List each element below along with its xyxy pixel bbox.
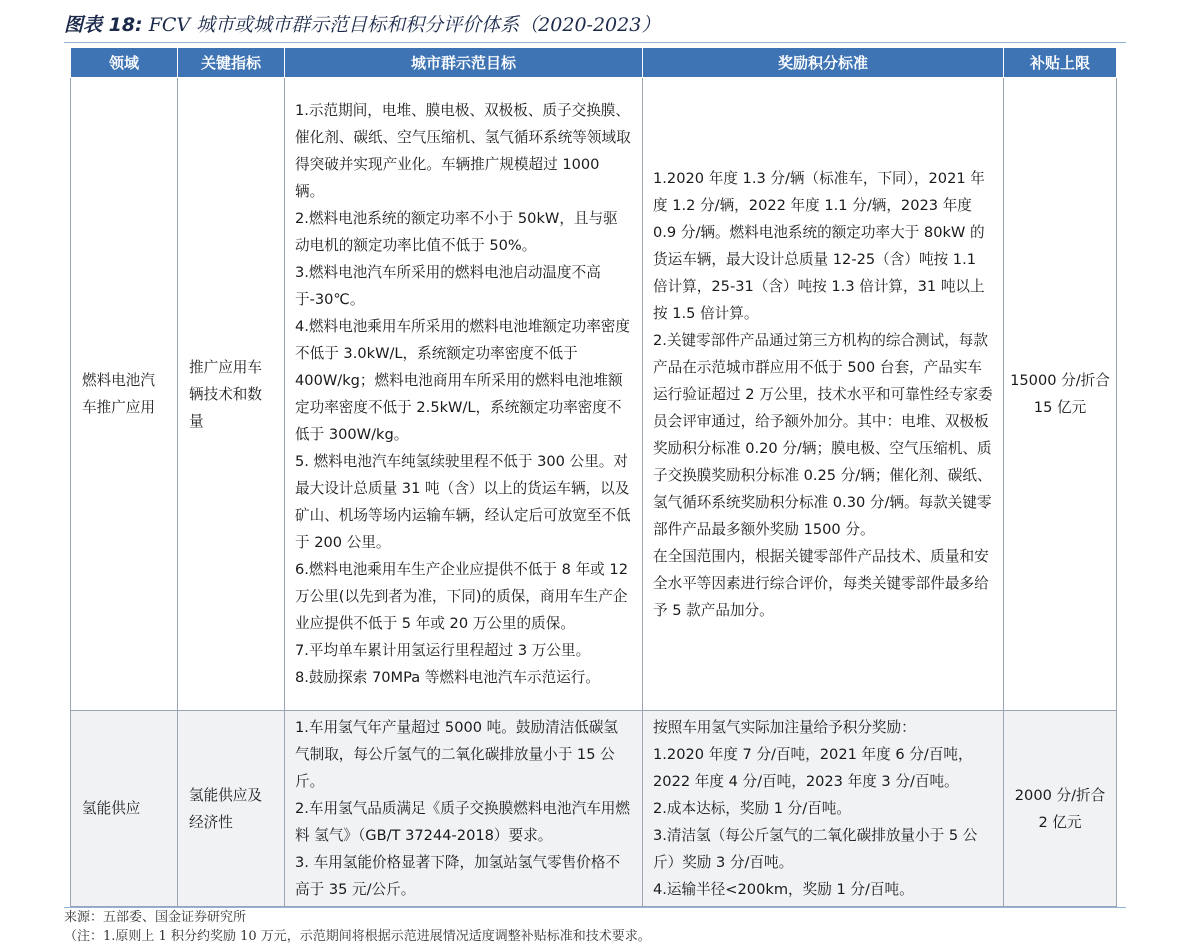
target-item: 2.车用氢气品质满足《质子交换膜燃料电池汽车用燃料 氢气》（GB/T 37244-2018）要求。 — [295, 800, 630, 844]
reward-item: 3.清洁氢（每公斤氢气的二氧化碳排放量小于 5 公斤）奖励 3 分/百吨。 — [653, 827, 978, 871]
cell-rewards — [643, 711, 1004, 907]
title-divider — [64, 42, 1126, 43]
header-cap: 补贴上限 — [1004, 48, 1117, 78]
reward-item: 2.成本达标，奖励 1 分/百吨。 — [653, 800, 851, 817]
figure-title — [64, 10, 660, 40]
cell-cap: 2000 分/折合 2 亿元 — [1004, 711, 1117, 907]
header-targets: 城市群示范目标 — [285, 48, 643, 78]
cell-targets — [285, 78, 643, 711]
header-domain: 领域 — [71, 48, 178, 78]
target-item: 3.燃料电池汽车所采用的燃料电池启动温度不高于-30℃。 — [295, 264, 601, 308]
source-note: 来源：五部委、国金证券研究所 — [64, 910, 247, 925]
cell-cap: 15000 分/折合 15 亿元 — [1004, 78, 1117, 711]
target-item: 6.燃料电池乘用车生产企业应提供不低于 8 年或 12 万公里(以先到者为准，下同)的质保，商用车生产企业应提供不低于 5 年或 20 万公里的质保。 — [295, 561, 628, 632]
reward-item: 1.2020 年度 1.3 分/辆（标准车，下同），2021 年度 1.2 分/辆，2022 年度 1.1 分/辆，2023 年度 0.9 分/辆。燃料电池系统的额定功率大于 80kW 的货运车辆，最大设计总质量 12-25（含）吨按 1.1 倍计算，25-31（含）吨按 1.3 倍计算，31 吨以上按 1.5 倍计算。 — [653, 169, 985, 322]
target-item: 8.鼓励探索 70MPa 等燃料电池汽车示范运行。 — [295, 669, 600, 686]
cell-targets — [285, 711, 643, 907]
reward-item: 2.关键零部件产品通过第三方机构的综合测试，每款产品在示范城市群应用不低于 500 台套，产品实车运行验证超过 2 万公里，技术水平和可靠性经专家委员会评审通过，给予额外加分。其中：电堆、双极板奖励积分标准 0.20 分/辆；膜电极、空气压缩机、质子交换膜奖励积分标准 0.25 分/辆；催化剂、碳纸、氢气循环系统奖励积分标准 0.30 分/辆。每款关键零部件产品最多额外奖励 1500 分。 — [653, 331, 993, 538]
target-item: 3. 车用氢能价格显著下降，加氢站氢气零售价格不高于 35 元/公斤。 — [295, 854, 621, 898]
reward-item: 4.运输半径<200km，奖励 1 分/百吨。 — [653, 881, 914, 898]
reward-item: 按照车用氢气实际加注量给予积分奖励： — [653, 719, 916, 736]
figure-label: 图表 18: — [64, 14, 143, 36]
footnote: （注：1.原则上 1 积分约奖励 10 万元，示范期间将根据示范进展情况适度调整补贴标准和技术要求。 — [64, 929, 651, 944]
target-item: 4.燃料电池乘用车所采用的燃料电池堆额定功率密度不低于 3.0kW/L，系统额定功率密度不低于 400W/kg；燃料电池商用车所采用的燃料电池堆额定功率密度不低于 2.5kW/L，系统额定功率密度不低于 300W/kg。 — [295, 318, 630, 443]
target-item: 1.示范期间，电堆、膜电极、双极板、质子交换膜、催化剂、碳纸、空气压缩机、氢气循环系统等领域取得突破并实现产业化。车辆推广规模超过 1000 辆。 — [295, 102, 631, 200]
cell-indicator: 氢能供应及经济性 — [178, 711, 285, 907]
header-rewards: 奖励积分标准 — [643, 48, 1004, 78]
table-row — [71, 711, 1117, 907]
target-item: 5. 燃料电池汽车纯氢续驶里程不低于 300 公里。对最大设计总质量 31 吨（含）以上的货运车辆，以及矿山、机场等场内运输车辆，经认定后可放宽至不低于 200 公里。 — [295, 453, 631, 551]
header-indicator: 关键指标 — [178, 48, 285, 78]
table-header-row — [71, 48, 1117, 78]
target-item: 2.燃料电池系统的额定功率不小于 50kW，且与驱动电机的额定功率比值不低于 50%。 — [295, 210, 618, 254]
cell-domain: 燃料电池汽车推广应用 — [71, 78, 178, 711]
target-item: 1.车用氢气年产量超过 5000 吨。鼓励清洁低碳氢气制取，每公斤氢气的二氧化碳排放量小于 15 公斤。 — [295, 719, 619, 790]
target-item: 7.平均单车累计用氢运行里程超过 3 万公里。 — [295, 642, 591, 659]
cell-indicator: 推广应用车辆技术和数量 — [178, 78, 285, 711]
footer-divider — [64, 907, 1126, 908]
table-row — [71, 78, 1117, 711]
reward-item: 1.2020 年度 7 分/百吨，2021 年度 6 分/百吨，2022 年度 4 分/百吨，2023 年度 3 分/百吨。 — [653, 746, 973, 790]
cell-rewards — [643, 78, 1004, 711]
evaluation-table — [70, 47, 1117, 907]
figure-title-text: FCV 城市或城市群示范目标和积分评价体系（2020-2023） — [148, 14, 661, 36]
reward-item: 在全国范围内，根据关键零部件产品技术、质量和安全水平等因素进行综合评价，每类关键零部件最多给予 5 款产品加分。 — [653, 547, 989, 619]
cell-domain: 氢能供应 — [71, 711, 178, 907]
